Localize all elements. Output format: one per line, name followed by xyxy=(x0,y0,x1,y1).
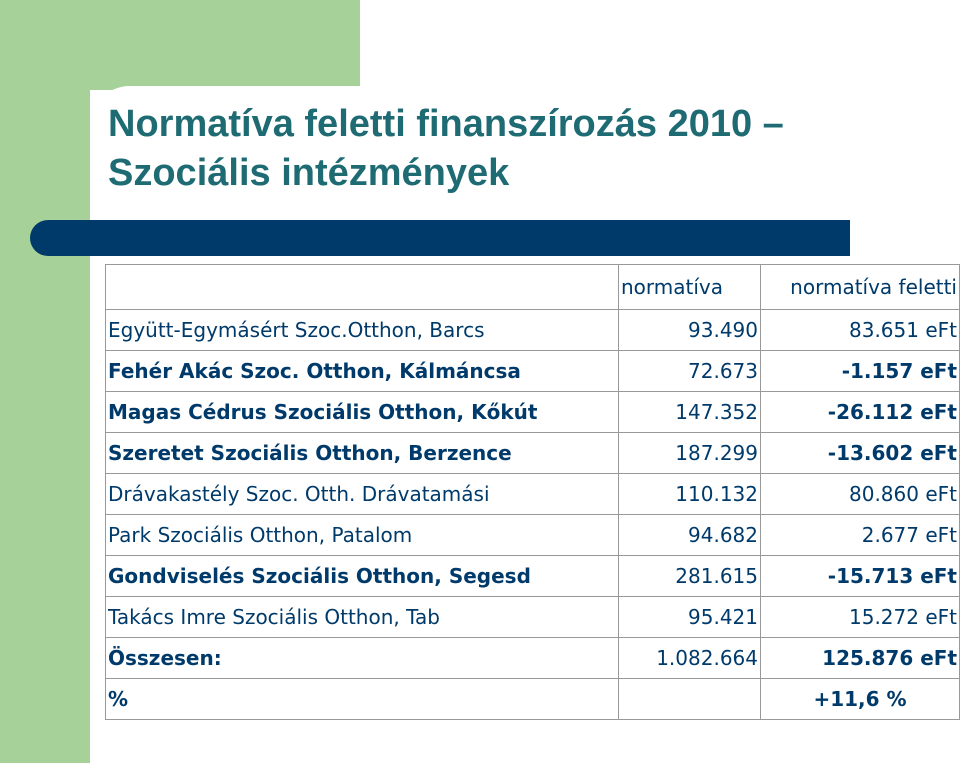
green-side-band xyxy=(0,0,90,763)
feletti-value: 83.651 eFt xyxy=(761,310,960,351)
percent-value: +11,6 % xyxy=(761,679,960,720)
total-label: Összesen: xyxy=(106,638,619,679)
green-top-band xyxy=(0,0,360,90)
feletti-value: -13.602 eFt xyxy=(761,433,960,474)
table-row xyxy=(106,597,960,638)
slide-title xyxy=(108,100,784,198)
feletti-value: 2.677 eFt xyxy=(761,515,960,556)
title-line-1: Normatíva feletti finanszírozás 2010 – xyxy=(108,103,784,145)
header-col-feletti: normatíva feletti xyxy=(761,265,960,310)
table-row xyxy=(106,515,960,556)
feletti-value: -26.112 eFt xyxy=(761,392,960,433)
table-row xyxy=(106,433,960,474)
total-row xyxy=(106,638,960,679)
total-normativa: 1.082.664 xyxy=(619,638,761,679)
table-row xyxy=(106,392,960,433)
institution-name: Park Szociális Otthon, Patalom xyxy=(106,515,619,556)
feletti-value: -15.713 eFt xyxy=(761,556,960,597)
normativa-value: 110.132 xyxy=(619,474,761,515)
feletti-value: 15.272 eFt xyxy=(761,597,960,638)
feletti-value: 80.860 eFt xyxy=(761,474,960,515)
normativa-value: 281.615 xyxy=(619,556,761,597)
table-header-row xyxy=(106,265,960,310)
normativa-value: 187.299 xyxy=(619,433,761,474)
institution-name: Gondviselés Szociális Otthon, Segesd xyxy=(106,556,619,597)
header-col-institution xyxy=(106,265,619,310)
normativa-value: 147.352 xyxy=(619,392,761,433)
table-row xyxy=(106,474,960,515)
table-row xyxy=(106,310,960,351)
header-col-normativa: normatíva xyxy=(619,265,761,310)
total-feletti: 125.876 eFt xyxy=(761,638,960,679)
table-row xyxy=(106,556,960,597)
financing-table xyxy=(105,264,960,720)
normativa-value: 94.682 xyxy=(619,515,761,556)
institution-name: Együtt-Egymásért Szoc.Otthon, Barcs xyxy=(106,310,619,351)
institution-name: Drávakastély Szoc. Otth. Drávatamási xyxy=(106,474,619,515)
table-row xyxy=(106,351,960,392)
normativa-value: 72.673 xyxy=(619,351,761,392)
institution-name: Fehér Akác Szoc. Otthon, Kálmáncsa xyxy=(106,351,619,392)
title-line-2: Szociális intézmények xyxy=(108,152,510,194)
normativa-value: 95.421 xyxy=(619,597,761,638)
feletti-value: -1.157 eFt xyxy=(761,351,960,392)
institution-name: Szeretet Szociális Otthon, Berzence xyxy=(106,433,619,474)
title-underline-bar xyxy=(30,220,850,256)
normativa-value: 93.490 xyxy=(619,310,761,351)
percent-normativa xyxy=(619,679,761,720)
percent-row xyxy=(106,679,960,720)
percent-label: % xyxy=(106,679,619,720)
institution-name: Takács Imre Szociális Otthon, Tab xyxy=(106,597,619,638)
institution-name: Magas Cédrus Szociális Otthon, Kőkút xyxy=(106,392,619,433)
